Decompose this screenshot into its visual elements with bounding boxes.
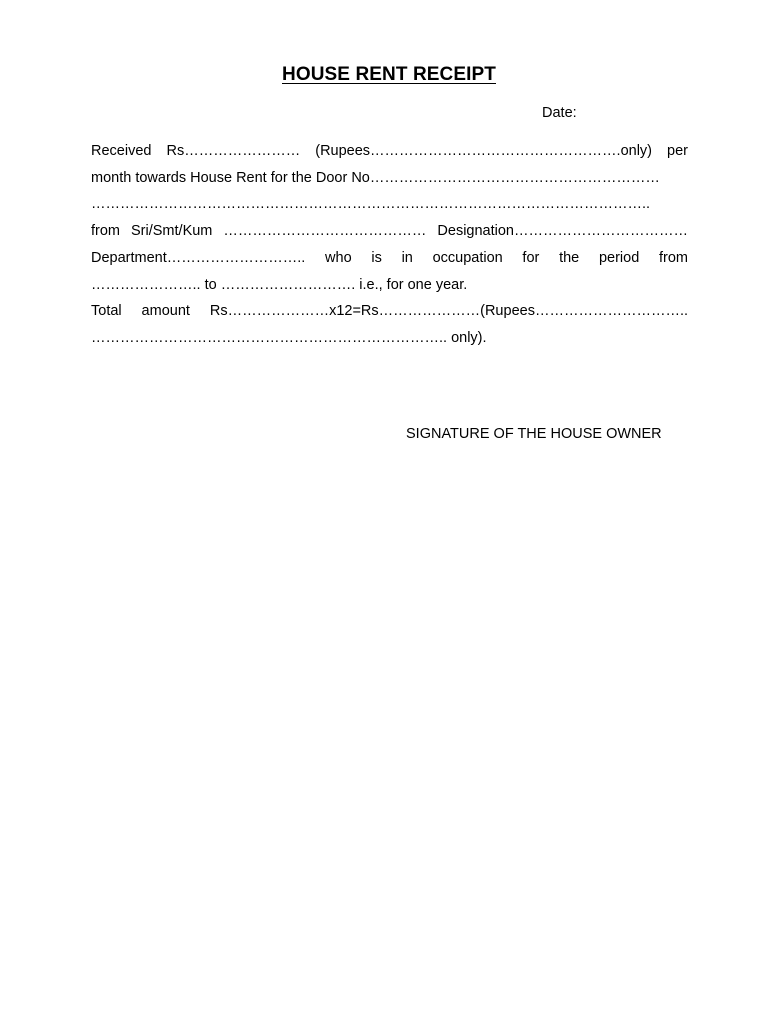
body-line-total-cont: ……………………………………………………………….. only). xyxy=(91,329,487,346)
body-line-department: Department……………………….. who is in occupation for the period from xyxy=(91,249,688,266)
body-line-door-no-cont: …………………………………………………………………………………………………….. xyxy=(91,196,651,213)
body-line-total: Total amount Rs…………………x12=Rs…………………(Rupees………………………….. xyxy=(91,303,688,320)
receipt-body xyxy=(91,138,688,352)
body-line-door-no: month towards House Rent for the Door No…………………………………………………… xyxy=(91,169,660,186)
body-line-from: from Sri/Smt/Kum …………………………………… Designation……………………………… xyxy=(91,223,688,240)
receipt-title: HOUSE RENT RECEIPT xyxy=(282,64,496,85)
body-line-period: ………………….. to ………………………. i.e., for one year. xyxy=(91,276,468,293)
date-label: Date: xyxy=(542,105,577,121)
signature-label: SIGNATURE OF THE HOUSE OWNER xyxy=(406,426,662,442)
body-line-received: Received Rs…………………… (Rupees…………………………………………….only) per xyxy=(91,143,688,159)
